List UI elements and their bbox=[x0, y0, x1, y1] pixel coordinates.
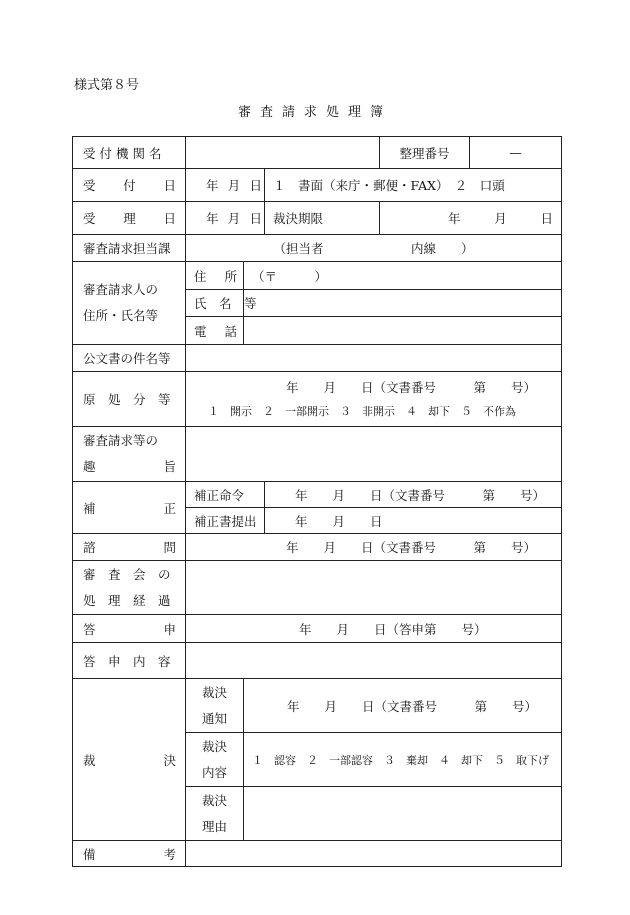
decision-notice-field[interactable]: 年 月 日（文書番号 第 号） bbox=[244, 679, 562, 733]
row-committee bbox=[73, 561, 562, 615]
page-title: 審査請求処理簿 bbox=[237, 105, 392, 120]
inquiry-field[interactable]: 年 月 日（文書番号 第 号） bbox=[186, 534, 562, 561]
decision-label: 裁 決 bbox=[73, 679, 186, 841]
row-received-date bbox=[73, 169, 562, 202]
row-document-subject bbox=[73, 345, 562, 372]
report-content-label: 答 申 内 容 bbox=[73, 643, 186, 679]
correction-order-field[interactable]: 年 月 日（文書番号 第 号） bbox=[265, 482, 562, 508]
decision-content-label: 裁決 内容 bbox=[186, 733, 244, 787]
section-label: 審査請求担当課 bbox=[73, 235, 186, 262]
row-purport bbox=[73, 427, 562, 482]
purport-field[interactable] bbox=[186, 427, 562, 482]
receipt-method[interactable]: １ 書面（来庁・郵便・FAX） ２ 口頭 bbox=[265, 169, 562, 202]
inquiry-label: 諮 問 bbox=[73, 534, 186, 561]
row-section bbox=[73, 235, 562, 262]
phone-label: 電 話 bbox=[186, 317, 244, 345]
accepted-date-field[interactable]: 年 月 日 bbox=[186, 202, 265, 235]
received-date-field[interactable]: 年 月 日 bbox=[186, 169, 265, 202]
decision-reason-label: 裁決 理由 bbox=[186, 787, 244, 841]
correction-label: 補 正 bbox=[73, 482, 186, 534]
decision-reason-field[interactable] bbox=[244, 787, 562, 841]
original-disposition-field[interactable]: 年 月 日（文書番号 第 号） １ 開示 ２ 一部開示 ３ 非開示 ４ 却下 ５ 不作為 bbox=[186, 372, 562, 427]
report-label: 答 申 bbox=[73, 615, 186, 643]
row-correction-order bbox=[73, 482, 562, 508]
address-field[interactable]: （〒 ） bbox=[244, 262, 562, 290]
row-inquiry bbox=[73, 534, 562, 561]
committee-field[interactable] bbox=[186, 561, 562, 615]
row-accepted-date bbox=[73, 202, 562, 235]
original-disposition-label: 原 処 分 等 bbox=[73, 372, 186, 427]
name-field[interactable] bbox=[244, 290, 562, 317]
reference-number-value[interactable]: — bbox=[470, 137, 562, 169]
received-date-label: 受 付 日 bbox=[73, 169, 186, 202]
agency-label: 受付機関名 bbox=[73, 137, 186, 169]
decision-deadline-field[interactable]: 年 月 日 bbox=[380, 202, 562, 235]
row-requester-address bbox=[73, 262, 562, 290]
committee-label: 審 査 会 の 処 理 経 過 bbox=[73, 561, 186, 615]
section-field[interactable]: （担当者 内線 ） bbox=[186, 235, 562, 262]
requester-label: 審査請求人の 住所・氏名等 bbox=[73, 262, 186, 345]
purport-label: 審査請求等の 趣 旨 bbox=[73, 427, 186, 482]
address-label: 住 所 bbox=[186, 262, 244, 290]
row-original-disposition bbox=[73, 372, 562, 427]
row-agency bbox=[73, 137, 562, 169]
correction-order-label: 補正命令 bbox=[186, 482, 265, 508]
accepted-date-label: 受 理 日 bbox=[73, 202, 186, 235]
correction-submit-field[interactable]: 年 月 日 bbox=[265, 508, 562, 534]
decision-notice-label: 裁決 通知 bbox=[186, 679, 244, 733]
form-number: 様式第８号 bbox=[74, 78, 140, 93]
report-field[interactable]: 年 月 日（答申第 号） bbox=[186, 615, 562, 643]
agency-field[interactable] bbox=[186, 137, 380, 169]
name-label: 氏 名 等 bbox=[186, 290, 244, 317]
document-subject-label: 公文書の件名等 bbox=[73, 345, 186, 372]
remarks-label: 備 考 bbox=[73, 841, 186, 867]
report-content-field[interactable] bbox=[186, 643, 562, 679]
row-report bbox=[73, 615, 562, 643]
row-report-content bbox=[73, 643, 562, 679]
row-decision-notice bbox=[73, 679, 562, 733]
decision-deadline-label: 裁決期限 bbox=[265, 202, 380, 235]
correction-submit-label: 補正書提出 bbox=[186, 508, 265, 534]
processing-register-table bbox=[72, 136, 562, 867]
reference-number-label: 整理番号 bbox=[380, 137, 470, 169]
row-remarks bbox=[73, 841, 562, 867]
decision-content-field[interactable]: １ 認容 ２ 一部認容 ３ 棄却 ４ 却下 ５ 取下げ bbox=[244, 733, 562, 787]
phone-field[interactable] bbox=[244, 317, 562, 345]
document-subject-field[interactable] bbox=[186, 345, 562, 372]
remarks-field[interactable] bbox=[186, 841, 562, 867]
